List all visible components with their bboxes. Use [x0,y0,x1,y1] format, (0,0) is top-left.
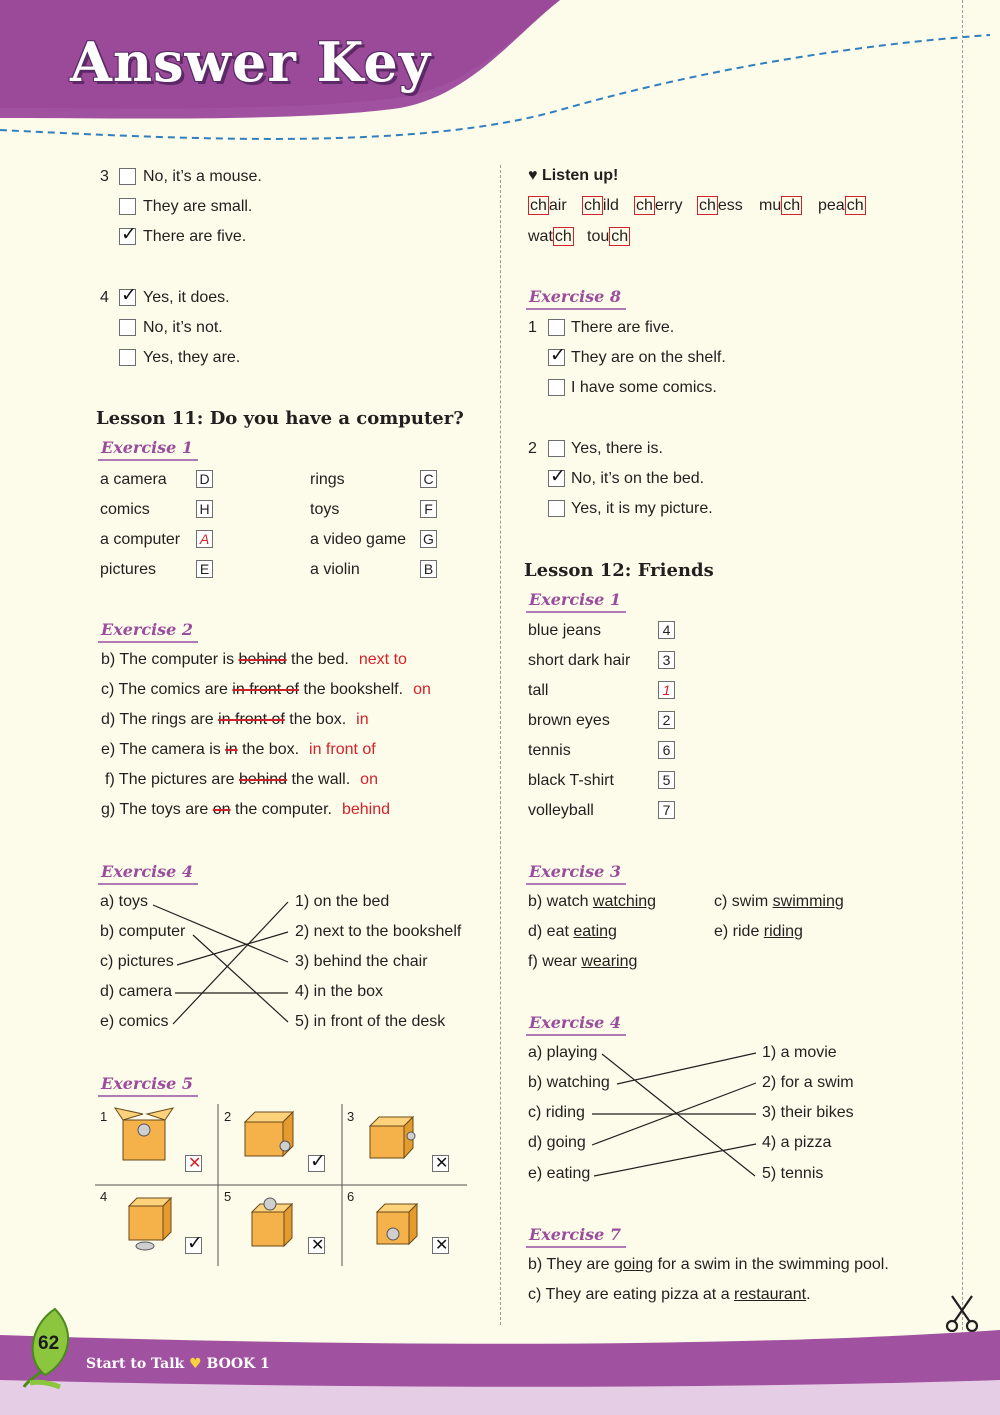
match-right-item: 5) tennis [762,1165,824,1182]
match-right-item: 4) a pizza [762,1134,832,1151]
checkbox [548,379,565,396]
answer-box: E [196,560,213,578]
match-left-item: b) watching [528,1074,610,1091]
box-illustration-2 [245,1112,293,1156]
phonics-word [582,196,619,216]
vocab-word: a computer [100,531,181,548]
checkbox [548,500,565,517]
cross-box [432,1155,449,1172]
question-number: 1 [528,319,537,336]
footer-banner [0,1330,1000,1415]
answer-box: H [196,500,213,518]
ing-answer: eating [573,923,617,940]
match-left-item: c) pictures [100,953,174,970]
answer-box: G [420,530,437,548]
verb-item [528,922,617,942]
match-left-item: a) toys [100,893,149,910]
option-text: Yes, they are. [143,349,241,366]
option-text: No, it’s a mouse. [143,168,262,185]
vocab-word: a violin [310,561,360,578]
cell-number: 2 [224,1109,232,1124]
ing-answer: watching [592,893,657,910]
cross-box [185,1155,202,1172]
phonics-word [528,196,567,216]
vocab-word: tall [528,682,549,699]
sentence-end: the box. [284,711,347,728]
cross-box [308,1237,325,1254]
highlighted-letters: ch [636,197,653,214]
phonics-word [818,196,866,216]
sentence-end: the box. [237,741,300,758]
vocab-word: toys [310,501,340,518]
cross-mark-icon: ✕ [435,1237,449,1254]
ing-answer: swimming [772,893,844,910]
verb-item [528,952,637,972]
ing-answer: wearing [581,953,638,970]
match-right-item: 5) in front of the desk [295,1013,446,1030]
word-part: pea [818,197,845,214]
correction: on [413,681,431,698]
option-text: Yes, there is. [571,440,663,457]
sentence-end: . [806,1286,811,1303]
option-text: There are five. [143,228,247,245]
sentence-start: b) The computer is [101,651,239,668]
sentence-start: e) The camera is [101,741,226,758]
cell-number: 4 [100,1189,108,1204]
exercise-heading: Exercise 4 [529,1013,622,1032]
match-right-item: 3) their bikes [762,1104,854,1121]
word-part: ild [602,197,619,214]
highlighted-letters: ch [530,197,547,214]
sentence-end: the bed. [286,651,349,668]
scissors-icon [944,1294,980,1334]
sentence-start: c) The comics are [101,681,233,698]
sentence-start: g) The toys are [101,801,213,818]
crossed-out-word: in front of [218,711,285,728]
word-part: wat [528,228,553,245]
vocab-word: blue jeans [528,622,601,639]
match-right-item: 2) for a swim [762,1074,854,1091]
matching-lines [500,1030,770,1190]
check-mark-icon: ✓ [550,345,566,366]
match-left-item: a) playing [528,1044,598,1061]
correction: behind [341,801,390,818]
answer-box: 3 [658,651,675,669]
answer-sentence [528,1255,889,1275]
option-text: There are five. [571,319,675,336]
correction: on [360,771,378,788]
sentence-end: for a swim in the swimming pool. [653,1256,889,1273]
lesson-heading: Lesson 12: Friends [524,560,714,581]
match-right-item: 4) in the box [295,983,384,1000]
check-mark-icon: ✓ [550,466,566,487]
phonics-word [528,227,574,247]
exercise-heading: Exercise 5 [101,1074,194,1093]
option-text: They are on the shelf. [571,349,726,366]
base-verb: d) eat [528,923,574,940]
sentence-end: the computer. [230,801,332,818]
match-right-item: 1) on the bed [295,893,390,910]
word-part: erry [654,197,683,214]
option-text: I have some comics. [571,379,717,396]
highlighted-letters: ch [699,197,716,214]
highlighted-letters: ch [584,197,601,214]
sentence-start: b) They are [528,1256,614,1273]
base-verb: e) ride [714,923,764,940]
book-title [86,1356,270,1372]
highlighted-letters: ch [783,197,801,214]
answer-box: B [420,560,437,578]
option-text: No, it’s not. [143,319,223,336]
option-text: Yes, it does. [143,289,230,306]
cross-box [432,1237,449,1254]
crossed-out-word: behind [238,651,287,668]
crossed-out-word: in [225,741,238,758]
match-left-item: d) going [528,1134,586,1151]
verb-item [528,892,656,912]
check-mark-icon: ✓ [121,224,137,245]
box-illustration-3 [370,1117,415,1158]
check-mark-icon: ✓ [187,1233,203,1254]
correction: in [356,711,369,728]
phonics-word [587,227,630,247]
answer-box: 7 [658,801,675,819]
correction: next to [358,651,407,668]
example-answer-box: 1 [658,681,675,699]
verb-item [714,922,803,942]
underlined-answer: restaurant [734,1286,807,1303]
checkbox-checked [548,466,566,487]
example-answer-box: A [196,530,213,548]
sentence-start: c) They are eating pizza at a [528,1286,735,1303]
page-number: 62 [38,1333,60,1354]
sentence-end: the bookshelf. [299,681,404,698]
question-number: 4 [100,289,109,306]
option-text: No, it’s on the bed. [571,470,705,487]
book-number: BOOK 1 [206,1356,270,1372]
underlined-answer: going [613,1256,654,1273]
phonics-word [697,196,743,216]
cut-line [962,0,963,1415]
answer-box: 6 [658,741,675,759]
option-text: Yes, it is my picture. [571,500,713,517]
cell-number: 1 [100,1109,108,1124]
vocab-word: a video game [310,531,407,548]
answer-box: D [196,470,213,488]
exercise-heading: Exercise 7 [529,1225,622,1244]
vocab-word: brown eyes [528,712,610,729]
sentence-start: d) The rings are [101,711,219,728]
match-left-item: d) camera [100,983,173,1000]
base-verb: f) wear [528,953,582,970]
vocab-word: rings [310,471,345,488]
answer-box: 5 [658,771,675,789]
check-mark-icon: ✓ [310,1151,326,1172]
cell-number: 5 [224,1189,232,1204]
correction: in front of [309,741,376,758]
question-number: 3 [100,168,109,185]
vocab-word: comics [100,501,150,518]
match-left-item: c) riding [528,1104,585,1121]
box-illustration-6 [377,1204,417,1244]
listen-heading: ♥ Listen up! [528,167,619,184]
answer-box: F [420,500,437,518]
answer-sentence [528,1285,811,1305]
exercise-heading: Exercise 4 [101,862,194,881]
sentence-end: the wall. [287,771,351,788]
box-illustration-1 [115,1108,173,1160]
lesson-heading: Lesson 11: Do you have a computer? [96,408,464,429]
match-right-item: 2) next to the bookshelf [295,923,462,940]
vocab-word: pictures [100,561,157,578]
phonics-word [759,196,802,216]
box-illustration-4 [129,1198,171,1250]
vocab-word: volleyball [528,802,594,819]
exercise-heading: Exercise 1 [101,438,194,457]
box-illustration-5 [252,1198,292,1246]
checkbox-checked [185,1233,203,1254]
match-left-item: b) computer [100,923,186,940]
exercise-heading: Exercise 1 [529,590,622,609]
match-right-item: 1) a movie [762,1044,837,1061]
cell-number: 6 [347,1189,355,1204]
answer-box: 2 [658,711,675,729]
cross-mark-icon: ✕ [435,1155,449,1172]
match-left-item: e) comics [100,1013,169,1030]
vocab-word: black T-shirt [528,772,614,789]
vocab-word: short dark hair [528,652,631,669]
crossed-out-word: on [212,801,231,818]
exercise-heading: Exercise 2 [101,620,194,639]
crossed-out-word: behind [238,771,288,788]
heart-icon: ♥ [189,1356,202,1372]
checkbox [548,440,565,457]
cross-mark-icon: ✕ [188,1155,202,1172]
answer-box: 4 [658,621,675,639]
checkbox-checked [548,345,566,366]
series-name: Start to Talk [86,1356,185,1372]
answer-box: C [420,470,437,488]
cell-number: 3 [347,1109,355,1124]
highlighted-letters: ch [611,228,629,245]
exercise-heading: Exercise 3 [529,862,622,881]
check-mark-icon: ✓ [121,285,137,306]
crossed-out-word: in front of [232,681,299,698]
verb-item [714,892,844,912]
match-right-item: 3) behind the chair [295,953,428,970]
option-text: They are small. [143,198,253,215]
matching-lines [0,0,500,1100]
picture-grid [95,1100,470,1270]
word-part: ess [717,197,743,214]
base-verb: c) swim [714,893,773,910]
phonics-word [634,196,682,216]
word-part: mu [759,197,782,214]
vocab-word: tennis [528,742,571,759]
word-part: air [548,197,567,214]
highlighted-letters: ch [846,197,864,214]
sentence-start: f) The pictures are [105,771,239,788]
exercise-heading: Exercise 8 [529,287,622,306]
checkbox [548,319,565,336]
match-left-item: e) eating [528,1165,591,1182]
vocab-word: a camera [100,471,167,488]
cross-mark-icon: ✕ [311,1237,325,1254]
checkbox-checked [308,1151,326,1172]
ing-answer: riding [763,923,803,940]
base-verb: b) watch [528,893,593,910]
page-title: Answer Key [70,30,432,94]
word-part: tou [587,228,610,245]
question-number: 2 [528,440,537,457]
highlighted-letters: ch [554,228,572,245]
